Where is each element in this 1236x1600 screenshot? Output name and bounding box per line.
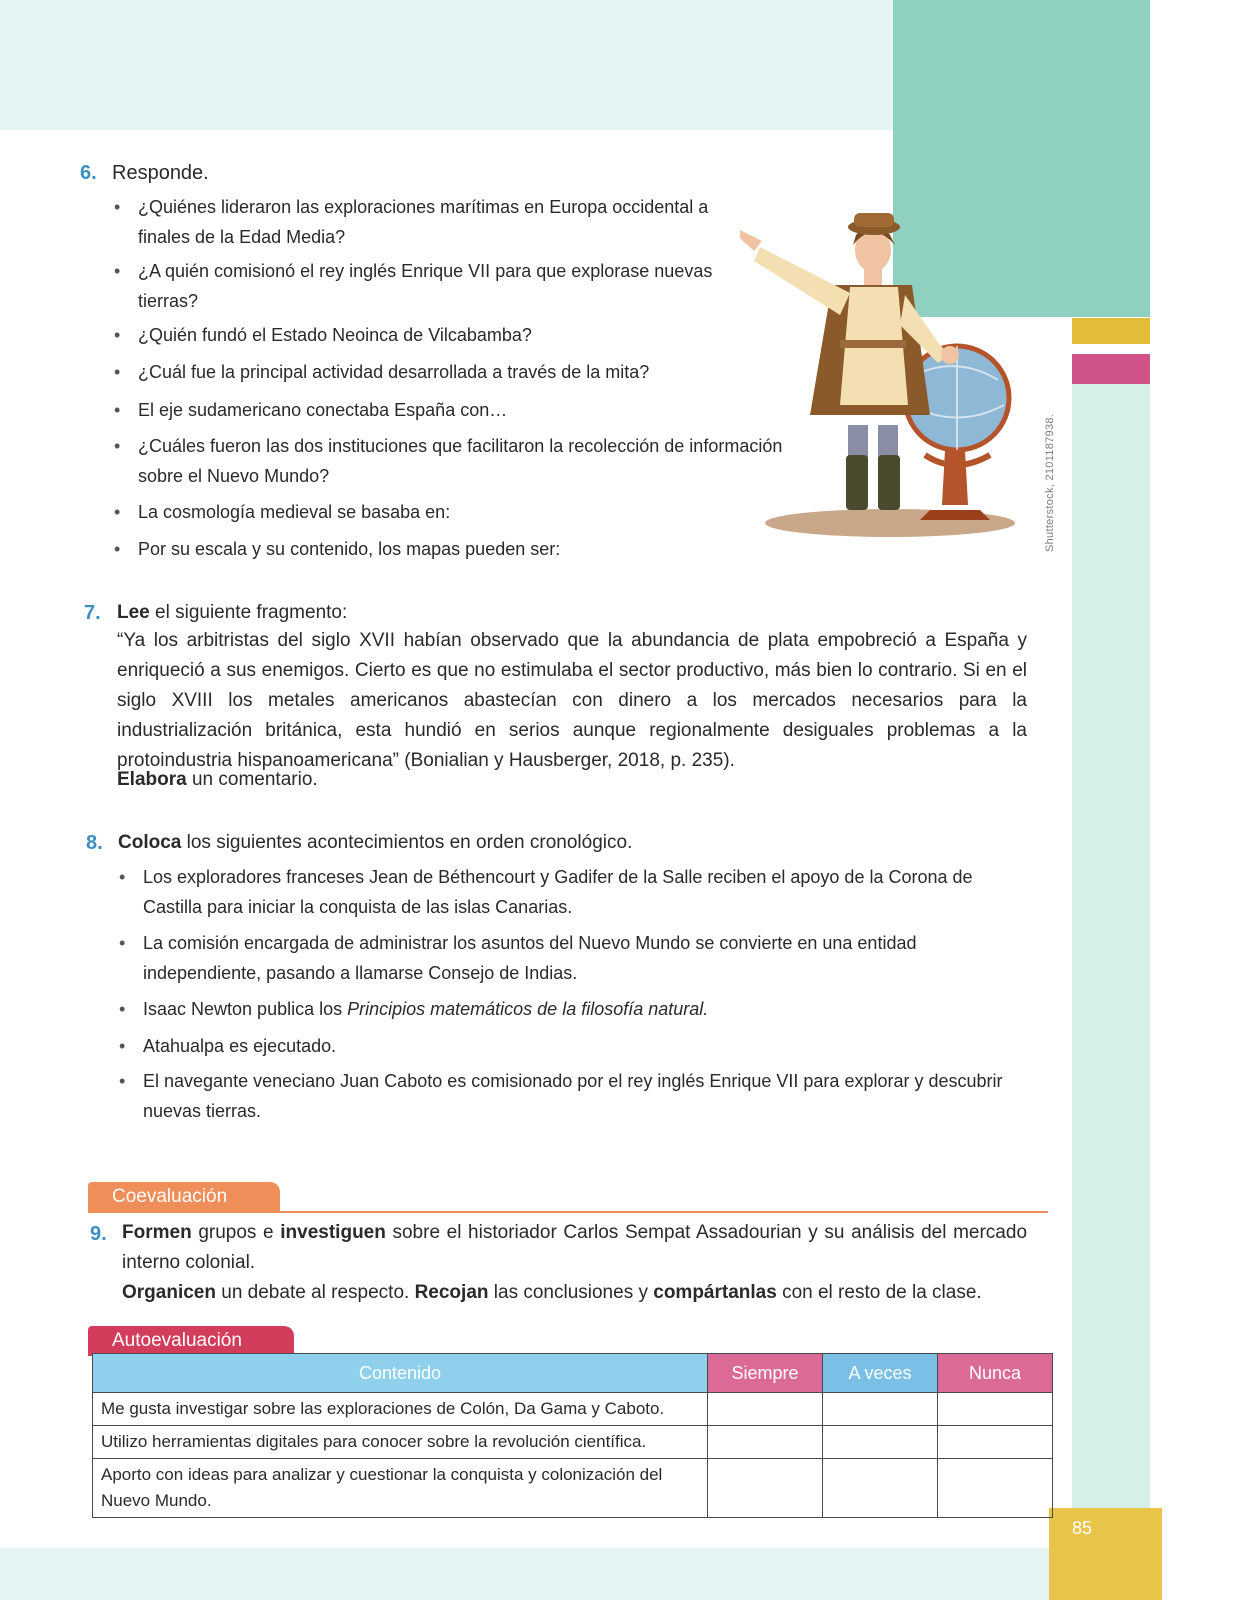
header-a-veces: A veces <box>823 1354 938 1393</box>
page-number: 85 <box>1071 1518 1093 1538</box>
header-contenido: Contenido <box>93 1354 708 1393</box>
autoevaluacion-tag: Autoevaluación <box>88 1326 294 1356</box>
header-nunca: Nunca <box>938 1354 1053 1393</box>
question-6-instruction: Responde. <box>112 162 209 184</box>
explorer-with-globe-illustration <box>740 205 1040 545</box>
q6-bullet-7: • La cosmología medieval se basaba en: <box>138 497 713 527</box>
table-row <box>93 1426 1053 1459</box>
question-8-number: 8. <box>86 832 103 854</box>
table-row <box>93 1393 1053 1426</box>
row-1-siempre-cell[interactable] <box>708 1393 823 1426</box>
q6-bullet-4: • ¿Cuál fue la principal actividad desarrollada a través de la mita? <box>138 357 713 387</box>
coevaluacion-rule <box>88 1211 1048 1213</box>
question-7-task: Elabora un comentario. <box>117 769 318 790</box>
globe-stand <box>942 450 968 505</box>
row-2-a-veces-cell[interactable] <box>823 1426 938 1459</box>
row-2-nunca-cell[interactable] <box>938 1426 1053 1459</box>
q6-bullet-8: • Por su escala y su contenido, los mapas pueden ser: <box>138 534 713 564</box>
image-credit: Shutterstock, 2101187938. <box>1044 413 1056 552</box>
question-9-number: 9. <box>90 1223 107 1245</box>
header-siempre: Siempre <box>708 1354 823 1393</box>
pointing-arm <box>754 247 850 315</box>
table-header-row <box>93 1354 1053 1393</box>
question-7-number: 7. <box>84 602 101 624</box>
q6-bullet-6: • ¿Cuáles fueron las dos instituciones que facilitaron la recolección de información sobre el Nuevo Mundo? <box>138 431 808 491</box>
question-8-instruction: Coloca los siguientes acontecimientos en orden cronológico. <box>118 832 633 853</box>
row-2-content: Utilizo herramientas digitales para conocer sobre la revolución científica. <box>93 1426 708 1459</box>
q8-bullet-1: • Los exploradores franceses Jean de Béthencourt y Gadifer de la Salle reciben el apoyo de la Corona de Castilla para iniciar la conquista de las islas Canarias. <box>143 862 1028 922</box>
row-1-a-veces-cell[interactable] <box>823 1393 938 1426</box>
q6-bullet-2: • ¿A quién comisionó el rey inglés Enrique VII para que explorase nuevas tierras? <box>138 256 713 316</box>
autoevaluacion-table <box>92 1353 1053 1518</box>
q6-bullet-3: • ¿Quién fundó el Estado Neoinca de Vilcabamba? <box>138 320 713 350</box>
q8-bullet-4: • Atahualpa es ejecutado. <box>143 1031 1028 1061</box>
row-3-a-veces-cell[interactable] <box>823 1459 938 1518</box>
row-3-nunca-cell[interactable] <box>938 1459 1053 1518</box>
row-3-content: Aporto con ideas para analizar y cuestionar la conquista y colonización del Nuevo Mundo. <box>93 1459 708 1518</box>
table-row <box>93 1459 1053 1518</box>
question-9-paragraph-1: Formen grupos e investiguen sobre el historiador Carlos Sempat Assadourian y su análisis del mercado interno colonial. <box>122 1222 1028 1273</box>
question-7-quote: “Ya los arbitristas del siglo XVII habían observado que la abundancia de plata empobreció a España y enriqueció a sus enemigos. Cierto es que no estimulaba el sector productivo, más bien lo contrario. Si en el siglo XVIII los metales americanos abastecían con dinero a los mercados necesarios para la industrialización británica, esta hundió en serios aunque regionalmente desiguales problemas a la protoindustria hispanoamericana” (Bonialian y Hausberger, 2018, p. 235). <box>117 630 1027 771</box>
question-7-instruction: Lee el siguiente fragmento: <box>117 602 348 623</box>
row-1-content: Me gusta investigar sobre las exploraciones de Colón, Da Gama y Caboto. <box>93 1393 708 1426</box>
question-6-number: 6. <box>80 162 97 184</box>
q8-bullet-2: • La comisión encargada de administrar los asuntos del Nuevo Mundo se convierte en una entidad independiente, pasando a llamarse Consejo de Indias. <box>143 928 1028 988</box>
boot-right <box>878 455 900 510</box>
right-white-margin <box>1150 0 1236 1600</box>
row-2-siempre-cell[interactable] <box>708 1426 823 1459</box>
q6-bullet-1: • ¿Quiénes lideraron las exploraciones marítimas en Europa occidental a finales de la Edad Media? <box>138 192 713 252</box>
pink-tab-marker <box>1072 354 1150 384</box>
yellow-tab-marker <box>1072 318 1150 344</box>
row-3-siempre-cell[interactable] <box>708 1459 823 1518</box>
coevaluacion-tag: Coevaluación <box>88 1182 280 1212</box>
q8-bullet-3: • Isaac Newton publica los Principios matemáticos de la filosofía natural. <box>143 994 1028 1024</box>
row-1-nunca-cell[interactable] <box>938 1393 1053 1426</box>
q8-bullet-5: • El navegante veneciano Juan Caboto es comisionado por el rey inglés Enrique VII para explorar y descubrir nuevas tierras. <box>143 1066 1028 1126</box>
newton-book-title: Principios matemáticos de la filosofía natural. <box>347 999 709 1019</box>
boot-left <box>846 455 868 510</box>
q6-bullet-5: • El eje sudamericano conectaba España con… <box>138 395 713 425</box>
question-9-paragraph-2: Organicen un debate al respecto. Recojan las conclusiones y compártanlas con el resto de la clase. <box>122 1282 982 1303</box>
